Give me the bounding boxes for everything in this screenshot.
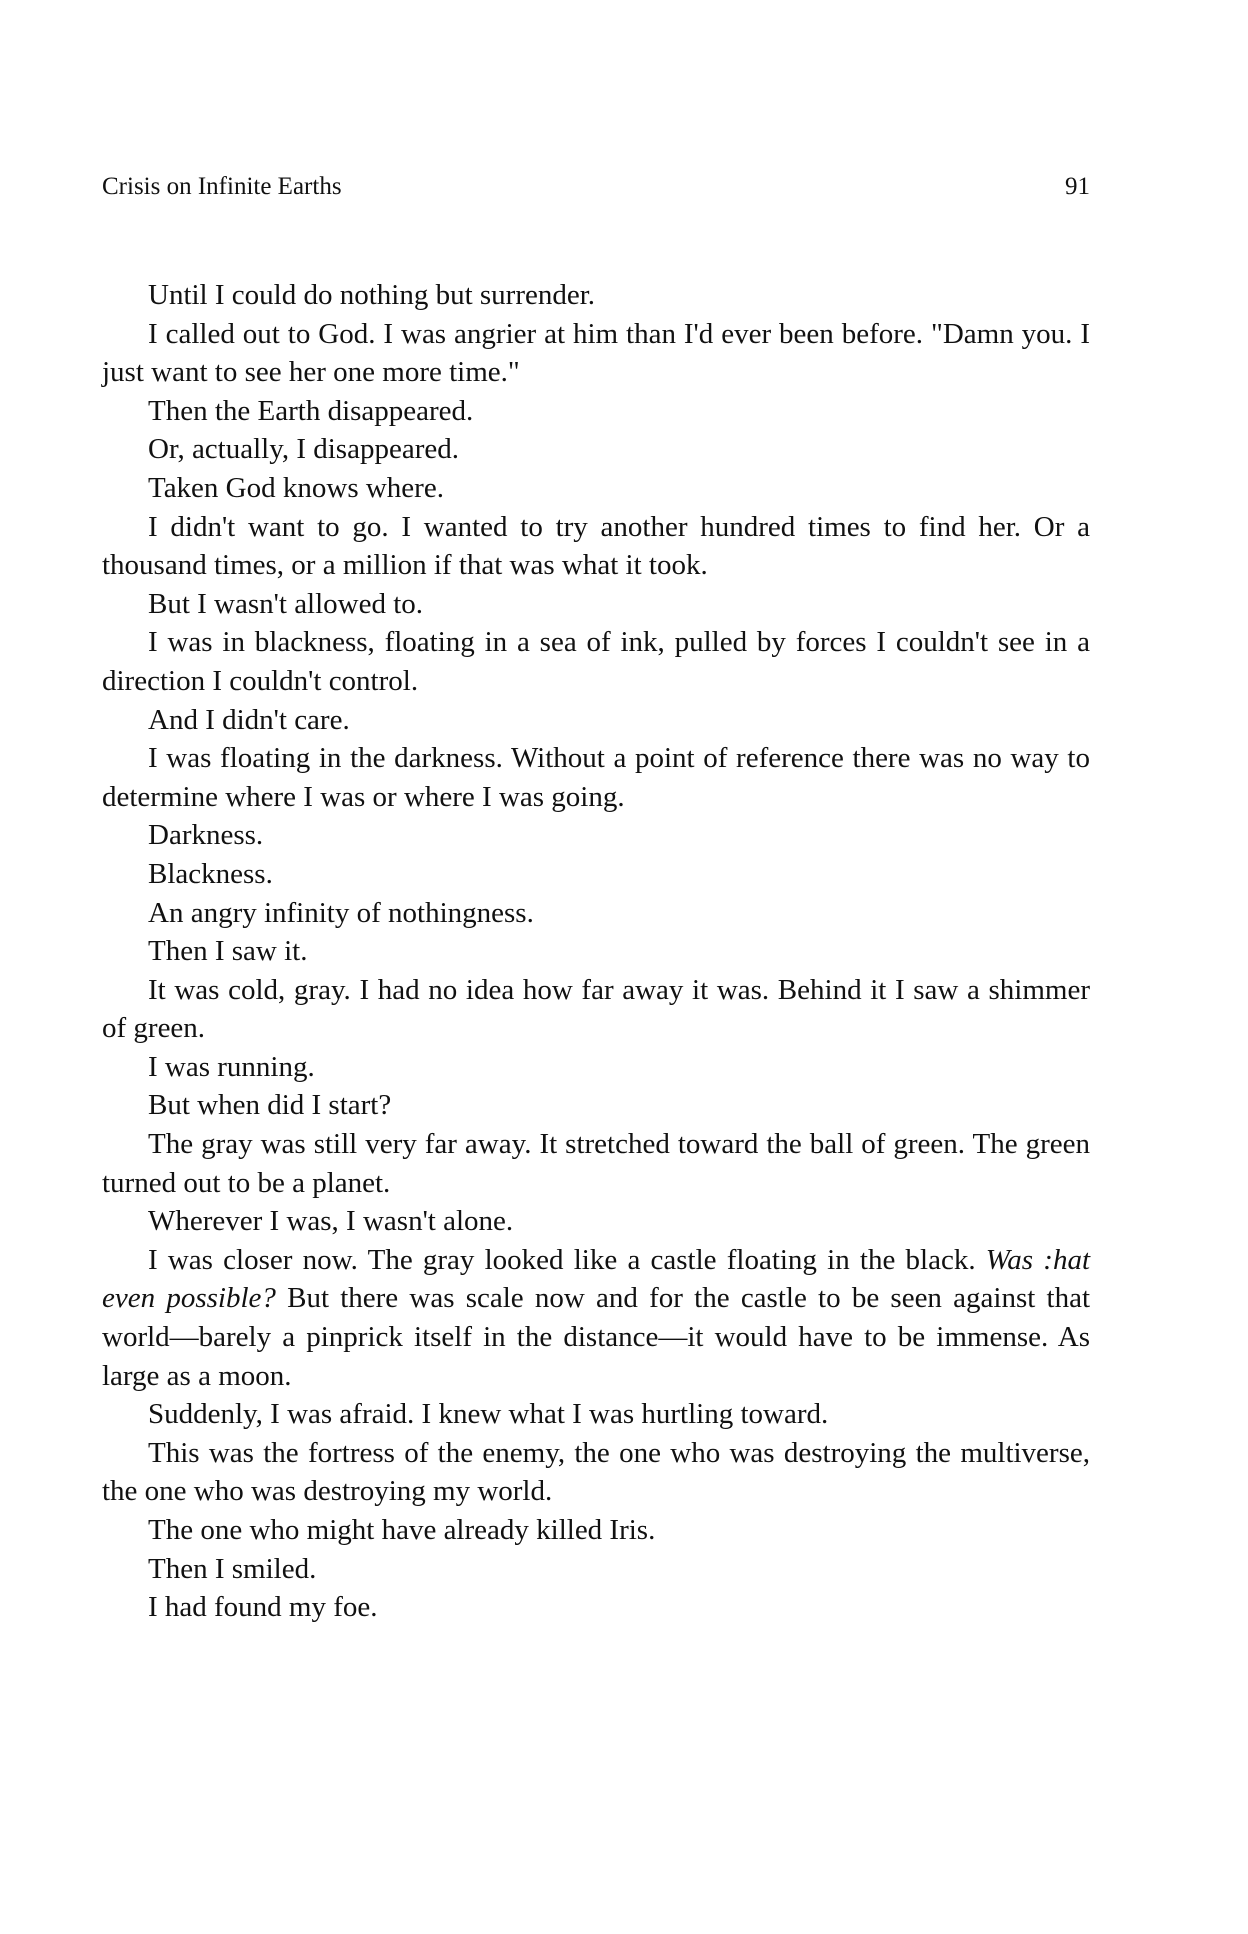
body-text (102, 276, 1090, 1627)
paragraph-with-italic (102, 1241, 1090, 1395)
paragraph: Darkness. (148, 819, 264, 852)
paragraph: I was in blackness, floating in a sea of ink, pulled by forces I couldn't see in a direction I couldn't control. (102, 626, 1090, 697)
paragraph: Then the Earth disappeared. (148, 394, 474, 427)
paragraph: I had found my foe. (148, 1591, 378, 1624)
paragraph: Then I smiled. (148, 1552, 317, 1585)
paragraph: The one who might have already killed Iris. (148, 1514, 656, 1546)
paragraph: Suddenly, I was afraid. I knew what I was hurtling toward. (148, 1398, 829, 1431)
paragraph: But I wasn't allowed to. (148, 587, 424, 620)
paragraph-text-after: But there was scale now and for the castle to be seen against that world—barely a pinprick itself in the distance—it would have to be immense. As large as a moon. (102, 1282, 1090, 1392)
italic-phrase: Was :hat even possible? (102, 1243, 1090, 1315)
paragraph: Until I could do nothing but surrender. (148, 279, 596, 311)
paragraph: Or, actually, I disappeared. (148, 433, 459, 466)
paragraph: Wherever I was, I wasn't alone. (148, 1205, 514, 1238)
paragraph: This was the fortress of the enemy, the one who was destroying the multiverse, the one who was destroying my world. (102, 1436, 1090, 1508)
paragraph: The gray was still very far away. It stretched toward the ball of green. The green turned out to be a planet. (102, 1128, 1090, 1199)
paragraph: Blackness. (148, 857, 273, 890)
paragraph: Then I saw it. (148, 935, 308, 968)
page-number: 91 (1065, 173, 1090, 200)
paragraph: An angry infinity of nothingness. (148, 896, 534, 929)
paragraph: I called out to God. I was angrier at him than I'd ever been before. "Damn you. I just want to see her one more time." (102, 317, 1090, 389)
paragraph: I didn't want to go. I wanted to try another hundred times to find her. Or a thousand times, or a million if that was what it took. (102, 510, 1090, 582)
paragraph: But when did I start? (148, 1089, 392, 1122)
paragraph: And I didn't care. (148, 703, 350, 736)
paragraph: I was floating in the darkness. Without a point of reference there was no way to determine where I was or where I was going. (102, 742, 1090, 813)
paragraph-text-before: I was closer now. The gray looked like a castle floating in the black. (148, 1243, 986, 1276)
paragraph: It was cold, gray. I had no idea how far away it was. Behind it I saw a shimmer of green. (102, 973, 1090, 1045)
header-title: Crisis on Infinite Earths (102, 173, 342, 200)
paragraph: I was running. (148, 1050, 315, 1083)
paragraph: Taken God knows where. (148, 471, 444, 504)
running-header (102, 170, 1090, 204)
